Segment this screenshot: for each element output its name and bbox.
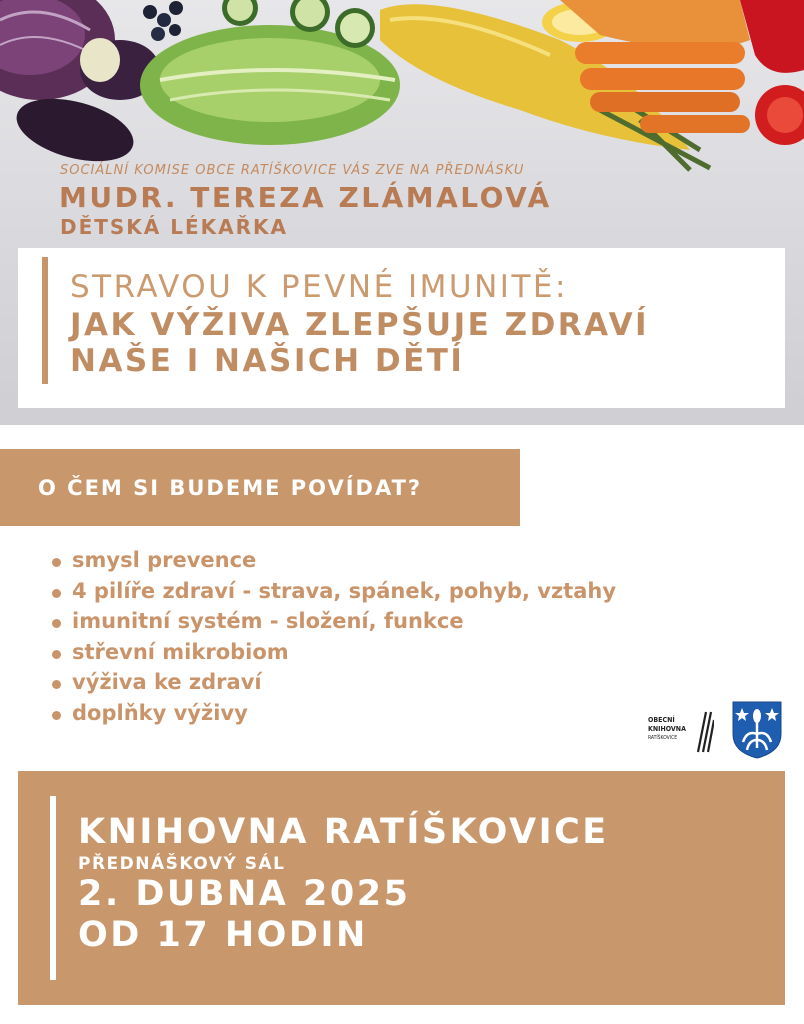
library-logo-icon (648, 708, 718, 758)
lecture-title-line-3: NAŠE I NAŠICH DĚTÍ (70, 343, 465, 379)
venue-name: KNIHOVNA RATÍŠKOVICE (78, 812, 609, 852)
library-logo-text: OBECNÍ KNIHOVNA RATÍŠKOVICE (648, 716, 686, 741)
title-accent-bar (42, 257, 48, 384)
topics-heading: O ČEM SI BUDEME POVÍDAT? (38, 476, 423, 500)
speaker-name: MUDR. TEREZA ZLÁMALOVÁ (59, 181, 552, 214)
event-date: 2. DUBNA 2025 (78, 874, 411, 914)
lecture-title-card (18, 248, 785, 408)
speaker-role: DĚTSKÁ LÉKAŘKA (60, 215, 289, 239)
topic-list (50, 548, 616, 731)
list-item: 4 pilíře zdraví - strava, spánek, pohyb, vztahy (50, 579, 616, 610)
lecture-title-line-1: STRAVOU K PEVNÉ IMUNITĚ: (70, 269, 568, 305)
list-item: smysl prevence (50, 548, 616, 579)
venue-room: PŘEDNÁŠKOVÝ SÁL (78, 854, 286, 874)
lecture-title-line-2: JAK VÝŽIVA ZLEPŠUJE ZDRAVÍ (70, 307, 650, 343)
topics-heading-box (0, 449, 520, 526)
bullet-icon (52, 558, 61, 567)
bullet-icon (52, 619, 61, 628)
bullet-icon (52, 650, 61, 659)
bullet-icon (52, 680, 61, 689)
bullet-icon (52, 589, 61, 598)
vegetables-photo (0, 0, 804, 175)
invitation-line: SOCIÁLNÍ KOMISE OBCE RATÍŠKOVICE VÁS ZVE NA PŘEDNÁSKU (60, 163, 525, 178)
bullet-icon (52, 711, 61, 720)
event-details-box (18, 771, 785, 1005)
list-item: výživa ke zdraví (50, 670, 616, 701)
footer-accent-bar (50, 796, 56, 980)
event-time: OD 17 HODIN (78, 915, 368, 955)
list-item: imunitní systém - složení, funkce (50, 609, 616, 640)
list-item: střevní mikrobiom (50, 640, 616, 671)
list-item: doplňky výživy (50, 701, 616, 732)
book-lines-icon (696, 708, 714, 754)
municipal-crest-icon (731, 700, 783, 760)
hero-section (0, 0, 804, 425)
